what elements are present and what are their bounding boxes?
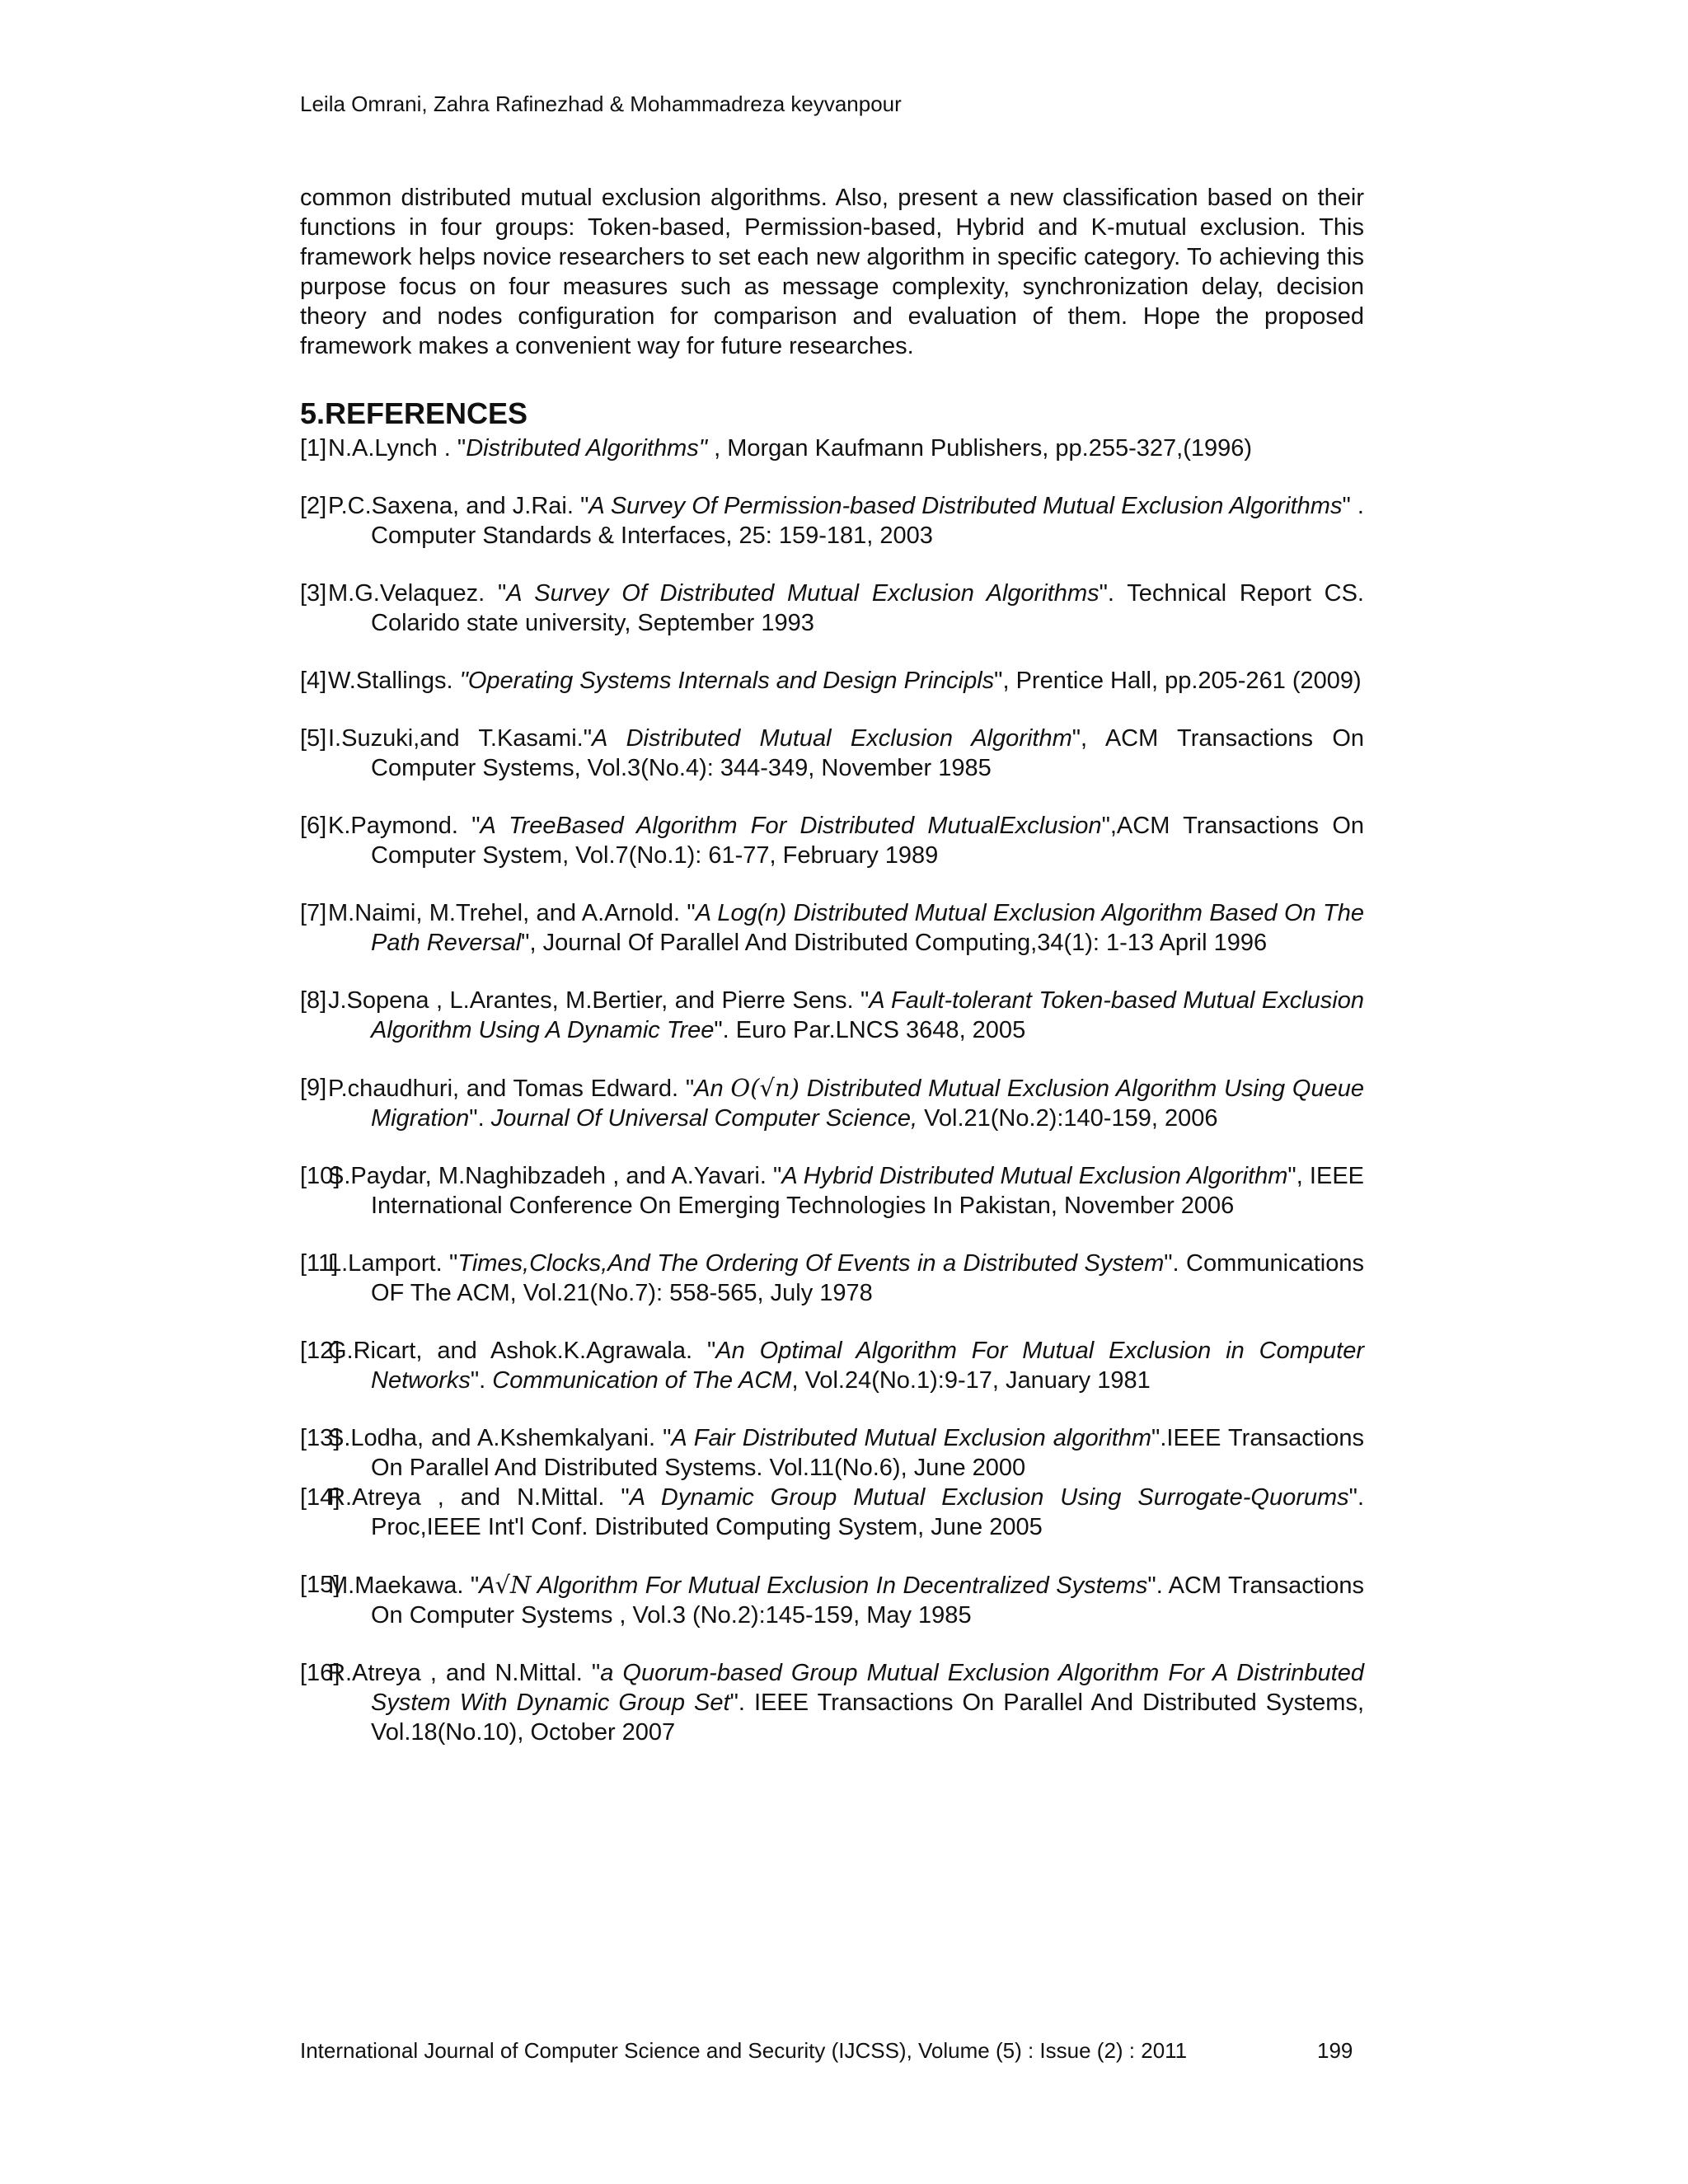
reference-item bbox=[300, 1483, 1364, 1542]
reference-number: [15] bbox=[300, 1572, 340, 1598]
reference-source: ", ACM Transactions On Computer Systems, Vol.3(No.4): 344-349, November 1985 bbox=[371, 725, 1364, 781]
reference-item bbox=[300, 434, 1364, 463]
reference-authors: M.G.Velaquez. " bbox=[328, 580, 507, 607]
reference-item bbox=[300, 1658, 1364, 1747]
running-header-authors: Leila Omrani, Zahra Rafinezhad & Mohammadreza keyvanpour bbox=[300, 91, 902, 116]
reference-title: A TreeBased Algorithm For Distributed MutualExclusion bbox=[480, 813, 1102, 839]
reference-title: A Survey Of Permission-based Distributed Mutual Exclusion Algorithms bbox=[588, 493, 1343, 519]
references-heading: 5.REFERENCES bbox=[300, 396, 528, 430]
reference-number: [14] bbox=[300, 1484, 340, 1511]
reference-title: A Distributed Mutual Exclusion Algorithm bbox=[592, 725, 1072, 752]
reference-item bbox=[300, 1073, 1364, 1133]
reference-source: ". bbox=[469, 1105, 491, 1132]
reference-authors: G.Ricart, and Ashok.K.Agrawala. " bbox=[328, 1338, 716, 1364]
reference-number: [11] bbox=[300, 1250, 339, 1277]
reference-item bbox=[300, 986, 1364, 1045]
reference-number: [9] bbox=[300, 1075, 327, 1101]
reference-number: [4] bbox=[300, 668, 327, 694]
reference-item bbox=[300, 1570, 1364, 1630]
footer-journal-citation: International Journal of Computer Science and Security (IJCSS), Volume (5) : Issue (2) : 2011 bbox=[300, 2038, 1188, 2063]
reference-item bbox=[300, 898, 1364, 958]
reference-title: Algorithm For Mutual Exclusion In Decentralized Systems bbox=[531, 1572, 1148, 1599]
reference-title: Times,Clocks,And The Ordering Of Events in a Distributed System bbox=[457, 1250, 1165, 1277]
reference-source: ", Prentice Hall, pp.205-261 (2009) bbox=[994, 668, 1362, 694]
reference-title: Distributed Mutual Exclusion Algorithm Using Queue Migration bbox=[371, 1076, 1364, 1132]
reference-title: An bbox=[694, 1076, 731, 1102]
reference-source: ",ACM Transactions On Computer System, Vol.7(No.1): 61-77, February 1989 bbox=[371, 813, 1364, 869]
main-content bbox=[300, 183, 1364, 1775]
reference-authors: R.Atreya , and N.Mittal. " bbox=[328, 1484, 630, 1511]
reference-number: [13] bbox=[300, 1425, 340, 1451]
reference-item bbox=[300, 579, 1364, 638]
reference-source: Vol.21(No.2):140-159, 2006 bbox=[917, 1105, 1218, 1132]
reference-source: ". IEEE Transactions On Parallel And Distributed Systems, Vol.18(No.10), October 2007 bbox=[371, 1690, 1364, 1746]
reference-authors: M.Maekawa. " bbox=[328, 1572, 480, 1599]
reference-number: [16] bbox=[300, 1660, 340, 1686]
reference-source: , Morgan Kaufmann Publishers, pp.255-327,(1996) bbox=[707, 435, 1253, 462]
reference-authors: M.Naimi, M.Trehel, and A.Arnold. " bbox=[328, 900, 696, 926]
reference-title: "Operating Systems Internals and Design Principls bbox=[459, 668, 995, 694]
sqrt-n-formula: √N bbox=[495, 1571, 532, 1599]
reference-number: [5] bbox=[300, 725, 327, 752]
reference-source: ". Technical Report CS. Colarido state university, September 1993 bbox=[371, 580, 1364, 636]
reference-number: [10] bbox=[300, 1163, 340, 1189]
reference-authors: S.Paydar, M.Naghibzadeh , and A.Yavari. " bbox=[328, 1163, 782, 1189]
reference-source: ", Journal Of Parallel And Distributed Computing,34(1): 1-13 April 1996 bbox=[521, 930, 1268, 956]
reference-title: An Optimal Algorithm For Mutual Exclusion in Computer Networks bbox=[371, 1338, 1365, 1394]
reference-authors: R.Atreya , and N.Mittal. " bbox=[328, 1660, 601, 1686]
reference-title: A Fault-tolerant Token-based Mutual Exclusion Algorithm Using A Dynamic Tree bbox=[371, 987, 1364, 1043]
reference-title: A bbox=[479, 1572, 495, 1599]
reference-authors: L.Lamport. " bbox=[328, 1250, 458, 1277]
reference-item bbox=[300, 1336, 1364, 1395]
reference-journal: Communication of The ACM bbox=[492, 1367, 792, 1394]
reference-authors: S.Lodha, and A.Kshemkalyani. " bbox=[328, 1425, 672, 1451]
reference-source: ", IEEE International Conference On Emerging Technologies In Pakistan, November 2006 bbox=[371, 1163, 1365, 1219]
reference-authors: P.chaudhuri, and Tomas Edward. " bbox=[328, 1076, 695, 1102]
reference-source: ". ACM Transactions On Computer Systems , Vol.3 (No.2):145-159, May 1985 bbox=[371, 1572, 1364, 1629]
reference-item bbox=[300, 666, 1364, 696]
reference-source: ". Proc,IEEE Int'l Conf. Distributed Computing System, June 2005 bbox=[371, 1484, 1365, 1540]
conclusion-paragraph: common distributed mutual exclusion algorithms. Also, present a new classification based on their functions in four groups: Token-based, Permission-based, Hybrid and K-mutual exclusion. This framework helps novice researchers to set each new algorithm in specific category. To achieving this purpose focus on four measures such as message complexity, synchronization delay, decision theory and nodes configuration for comparison and evaluation of them. Hope the proposed framework makes a convenient way for future researches. bbox=[300, 185, 1364, 359]
reference-title: A Fair Distributed Mutual Exclusion algorithm bbox=[671, 1425, 1152, 1451]
reference-item bbox=[300, 724, 1364, 783]
reference-title: A Log(n) Distributed Mutual Exclusion Algorithm Based On The Path Reversal bbox=[371, 900, 1365, 956]
reference-number: [12] bbox=[300, 1338, 340, 1364]
reference-journal: Journal Of Universal Computer Science, bbox=[490, 1105, 918, 1132]
reference-number: [1] bbox=[300, 435, 327, 462]
reference-list bbox=[300, 434, 1364, 1747]
reference-title: Distributed Algorithms" bbox=[466, 435, 708, 462]
reference-source: ". Communications OF The ACM, Vol.21(No.7): 558-565, July 1978 bbox=[371, 1250, 1364, 1306]
reference-item bbox=[300, 1161, 1364, 1221]
big-o-sqrt-n-formula: O(√n) bbox=[730, 1074, 799, 1102]
reference-source: ". bbox=[470, 1367, 493, 1394]
reference-authors: N.A.Lynch . " bbox=[328, 435, 467, 462]
reference-source: , Vol.24(No.1):9-17, January 1981 bbox=[791, 1367, 1151, 1394]
reference-item bbox=[300, 1249, 1364, 1308]
reference-authors: P.C.Saxena, and J.Rai. " bbox=[328, 493, 589, 519]
reference-title: A Hybrid Distributed Mutual Exclusion Algorithm bbox=[781, 1163, 1288, 1189]
reference-number: [2] bbox=[300, 493, 327, 519]
reference-item bbox=[300, 491, 1364, 551]
reference-title: A Dynamic Group Mutual Exclusion Using Surrogate-Quorums bbox=[629, 1484, 1349, 1511]
reference-source: ".IEEE Transactions On Parallel And Distributed Systems. Vol.11(No.6), June 2000 bbox=[371, 1425, 1364, 1481]
reference-authors: K.Paymond. " bbox=[328, 813, 481, 839]
reference-source: ". Euro Par.LNCS 3648, 2005 bbox=[714, 1017, 1026, 1043]
reference-source: " . Computer Standards & Interfaces, 25: 159-181, 2003 bbox=[371, 493, 1364, 549]
reference-number: [7] bbox=[300, 900, 327, 926]
page-number: 199 bbox=[1317, 2038, 1353, 2063]
reference-number: [6] bbox=[300, 813, 327, 839]
reference-authors: J.Sopena , L.Arantes, M.Bertier, and Pierre Sens. " bbox=[328, 987, 870, 1014]
reference-number: [8] bbox=[300, 987, 327, 1014]
reference-authors: W.Stallings. bbox=[328, 668, 460, 694]
reference-title: a Quorum-based Group Mutual Exclusion Algorithm For A Distrinbuted System With Dynamic Group Set bbox=[371, 1660, 1364, 1716]
reference-item bbox=[300, 811, 1364, 870]
reference-title: A Survey Of Distributed Mutual Exclusion Algorithms bbox=[506, 580, 1100, 607]
reference-authors: I.Suzuki,and T.Kasami." bbox=[328, 725, 593, 752]
reference-item bbox=[300, 1423, 1364, 1483]
reference-number: [3] bbox=[300, 580, 327, 607]
